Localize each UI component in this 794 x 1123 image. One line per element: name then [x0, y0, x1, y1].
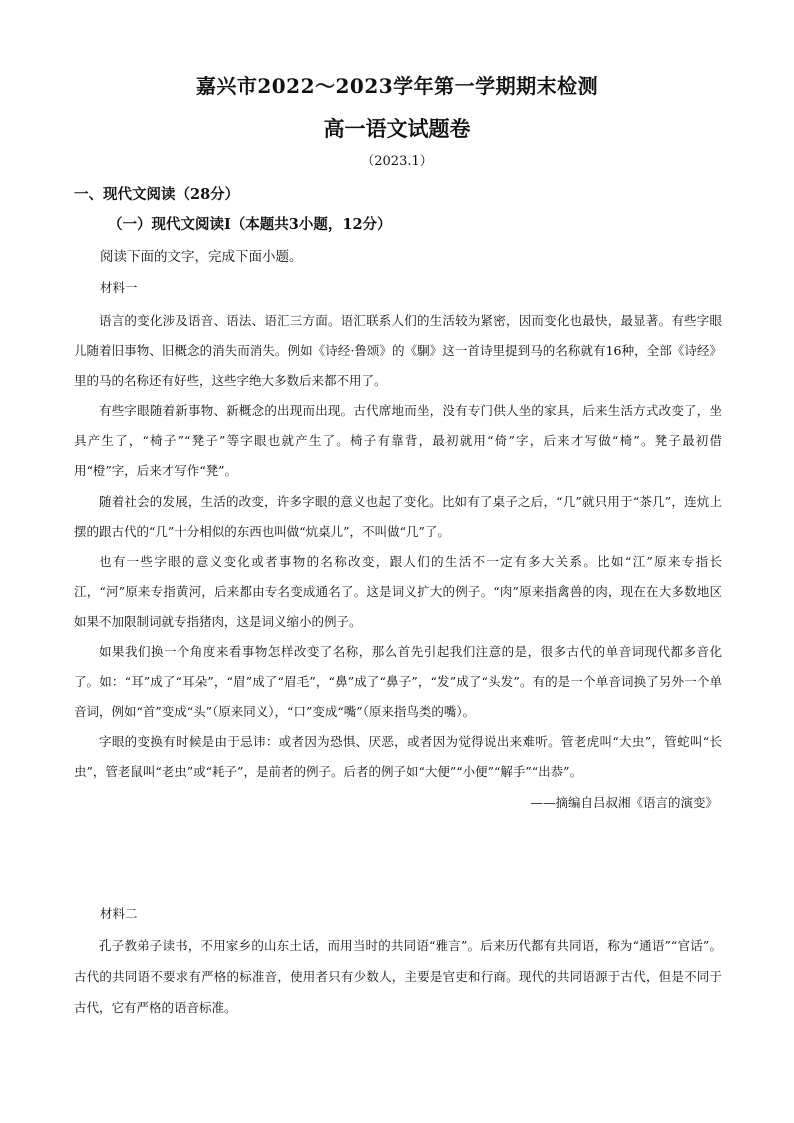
exam-subtitle: 高一语文试题卷	[323, 116, 471, 141]
exam-date: （2023.1）	[361, 154, 433, 169]
material-one-label: 材料一	[100, 280, 138, 295]
material-two-body	[74, 930, 722, 1023]
material-two-label: 材料二	[100, 906, 138, 921]
paragraph: 随着社会的发展，生活的改变，许多字眼的意义也起了变化。比如有了桌子之后，“几”就只用于“茶几”，连炕上摆的跟古代的“几”十分相似的东西也叫做“炕桌儿”，不叫做“几”了。	[74, 493, 722, 539]
exam-title: 嘉兴市2022～2023学年第一学期期末检测	[195, 74, 599, 98]
paragraph: 也有一些字眼的意义变化或者事物的名称改变，跟人们的生活不一定有多大关系。比如“江”原来专指长江，“河”原来专指黄河，后来都由专名变成通名了。这是词义扩大的例子。“肉”原来指禽兽的肉，现在在大多数地区如果不加限制词就专指猪肉，这是词义缩小的例子。	[74, 553, 722, 629]
material-one-source: ——摘编自吕叔湘《语言的演变》	[530, 794, 718, 810]
paragraph: 有些字眼随着新事物、新概念的出现而出现。古代席地而坐，没有专门供人坐的家具，后来生活方式改变了，坐具产生了，“椅子”“凳子”等字眼也就产生了。椅子有靠背，最初就用“倚”字，后来才写做“椅”。凳子最初借用“橙”字，后来才写作“凳”。	[74, 403, 722, 479]
paragraph: 孔子教弟子读书，不用家乡的山东土话，而用当时的共同语“雅言”。后来历代都有共同语，称为“通语”“官话”。古代的共同语不要求有严格的标准音，使用者只有少数人，主要是官吏和行商。现代的共同语源于古代，但是不同于古代，它有严格的语音标准。	[74, 938, 722, 1015]
paragraph: 字眼的变换有时候是由于忌讳：或者因为恐惧、厌恶，或者因为觉得说出来难听。管老虎叫“大虫”，管蛇叫“长虫”，管老鼠叫“老虫”或“耗子”，是前者的例子。后者的例子如“大便”“小便”“解手”“出恭”。	[74, 734, 722, 780]
section-heading: 一、现代文阅读（28分）	[74, 186, 240, 203]
subsection-heading: （一）现代文阅读Ⅰ（本题共3小题，12分）	[108, 216, 392, 233]
paragraph: 语言的变化涉及语音、语法、语汇三方面。语汇联系人们的生活较为紧密，因而变化也最快，最显著。有些字眼儿随着旧事物、旧概念的消失而消失。例如《诗经·鲁颂》的《駉》这一首诗里提到马的名称就有16种，全部《诗经》里的马的名称还有好些，这些字绝大多数后来都不用了。	[74, 313, 722, 389]
material-one-body	[74, 306, 722, 818]
instruction-text: 阅读下面的文字，完成下面小题。	[100, 249, 303, 265]
paragraph: 如果我们换一个角度来看事物怎样改变了名称，那么首先引起我们注意的是，很多古代的单音词现代都多音化了。如：“耳”成了“耳朵”，“眉”成了“眉毛”，“鼻”成了“鼻子”，“发”成了“头发”。有的是一个单音词换了另外一个单音词，例如“首”变成“头”（原来同义），“口”变成“嘴”（原来指鸟类的嘴）。	[74, 644, 722, 720]
